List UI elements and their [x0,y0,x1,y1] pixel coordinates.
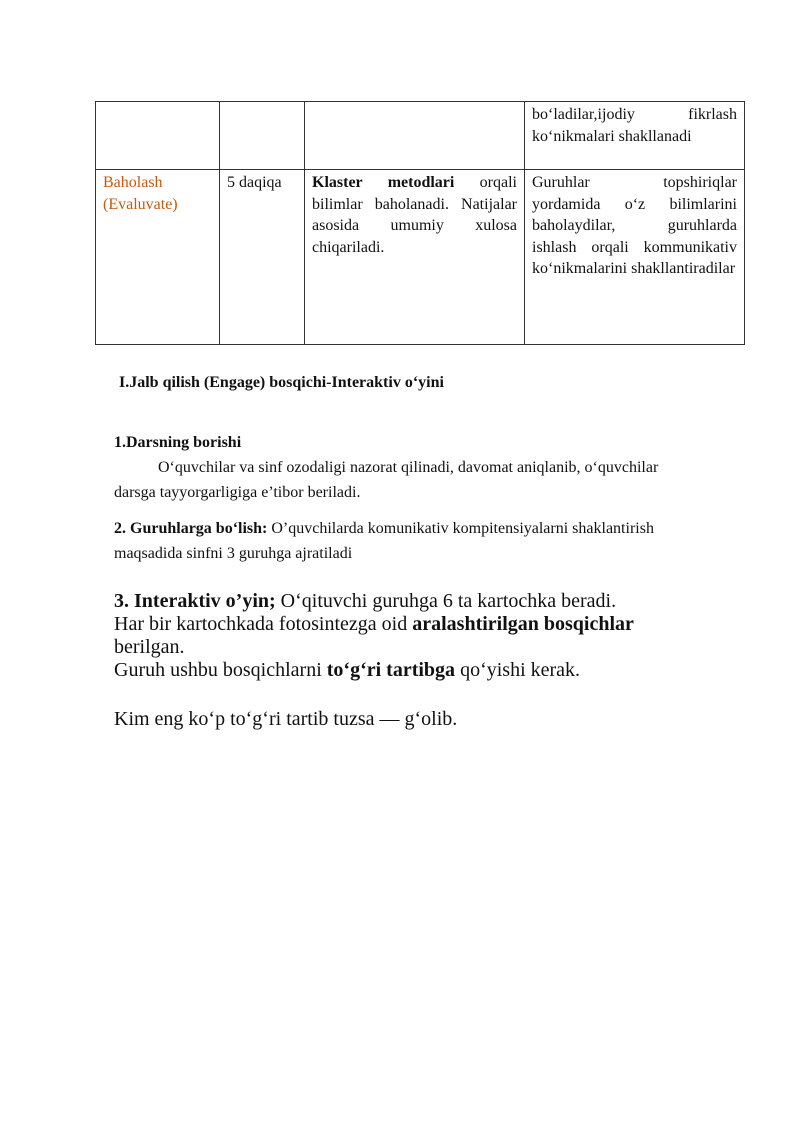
outcome-line: bo‘ladilar,ijodiy fikrlash [532,106,737,123]
step-1 [114,430,674,505]
table-cell-outcome [525,170,745,345]
outcome-line: ko‘nikmalari shakllanadi [532,127,692,145]
step-3-text: Har bir kartochkada fotosintezga oid [114,613,413,635]
table-cell [305,102,525,170]
step-3 [114,590,714,682]
table-row [96,170,745,345]
section-title: I.Jalb qilish (Engage) bosqichi-Interaktiv o‘yini [119,374,444,391]
step-3-text: Guruh ushbu bosqichlarni [114,659,327,681]
method-text: orqali bilimlar baholanadi. Natijalar asosida umumiy xulosa chiqariladi. [312,174,517,256]
step-1-text: O‘quvchilar va sinf ozodaligi nazorat qilinadi, davomat aniqlanib, o‘quvchilar darsga tayyorgarligiga e’tibor beriladi. [114,459,659,501]
table-cell-time [220,170,305,345]
step-2-title: 2. Guruhlarga bo‘lish: [114,520,268,537]
step-3-text: berilgan. [114,636,185,658]
table-cell-outcome [525,102,745,170]
outcome-text: Guruhlar topshiriqlar yordamida o‘z bilimlarini baholaydilar, guruhlarda ishlash orqali kommunikativ ko‘nikmalarini shakllantiradilar [532,174,737,277]
step-1-title: 1.Darsning borishi [114,434,242,451]
phase-name-english: (Evaluvate) [103,195,178,213]
table-row [96,102,745,170]
table-cell [96,102,220,170]
phase-name: Baholash [103,174,163,191]
step-3-text: O‘qituvchi guruhga 6 ta kartochka beradi. [275,590,617,612]
method-title: Klaster metodlari [312,174,455,191]
step-3-final: Kim eng ko‘p to‘g‘ri tartib tuzsa — g‘olib. [114,708,458,730]
step-3-emphasis: to‘g‘ri tartibga [326,659,456,681]
step-2 [114,516,674,566]
table-cell-method [305,170,525,345]
time-value: 5 daqiqa [227,174,282,191]
step-3-emphasis: aralashtirilgan bosqichlar [412,613,634,635]
lesson-table [95,101,745,345]
table-cell [220,102,305,170]
step-2-text: O’quvchilarda komunikativ kompitensiyalarni shaklantirish maqsadida sinfni 3 guruhga ajratiladi [114,520,654,562]
step-3-title: 3. Interaktiv o’yin; [114,590,276,612]
step-3-text: qo‘yishi kerak. [455,659,581,681]
table-cell-phase [96,170,220,345]
